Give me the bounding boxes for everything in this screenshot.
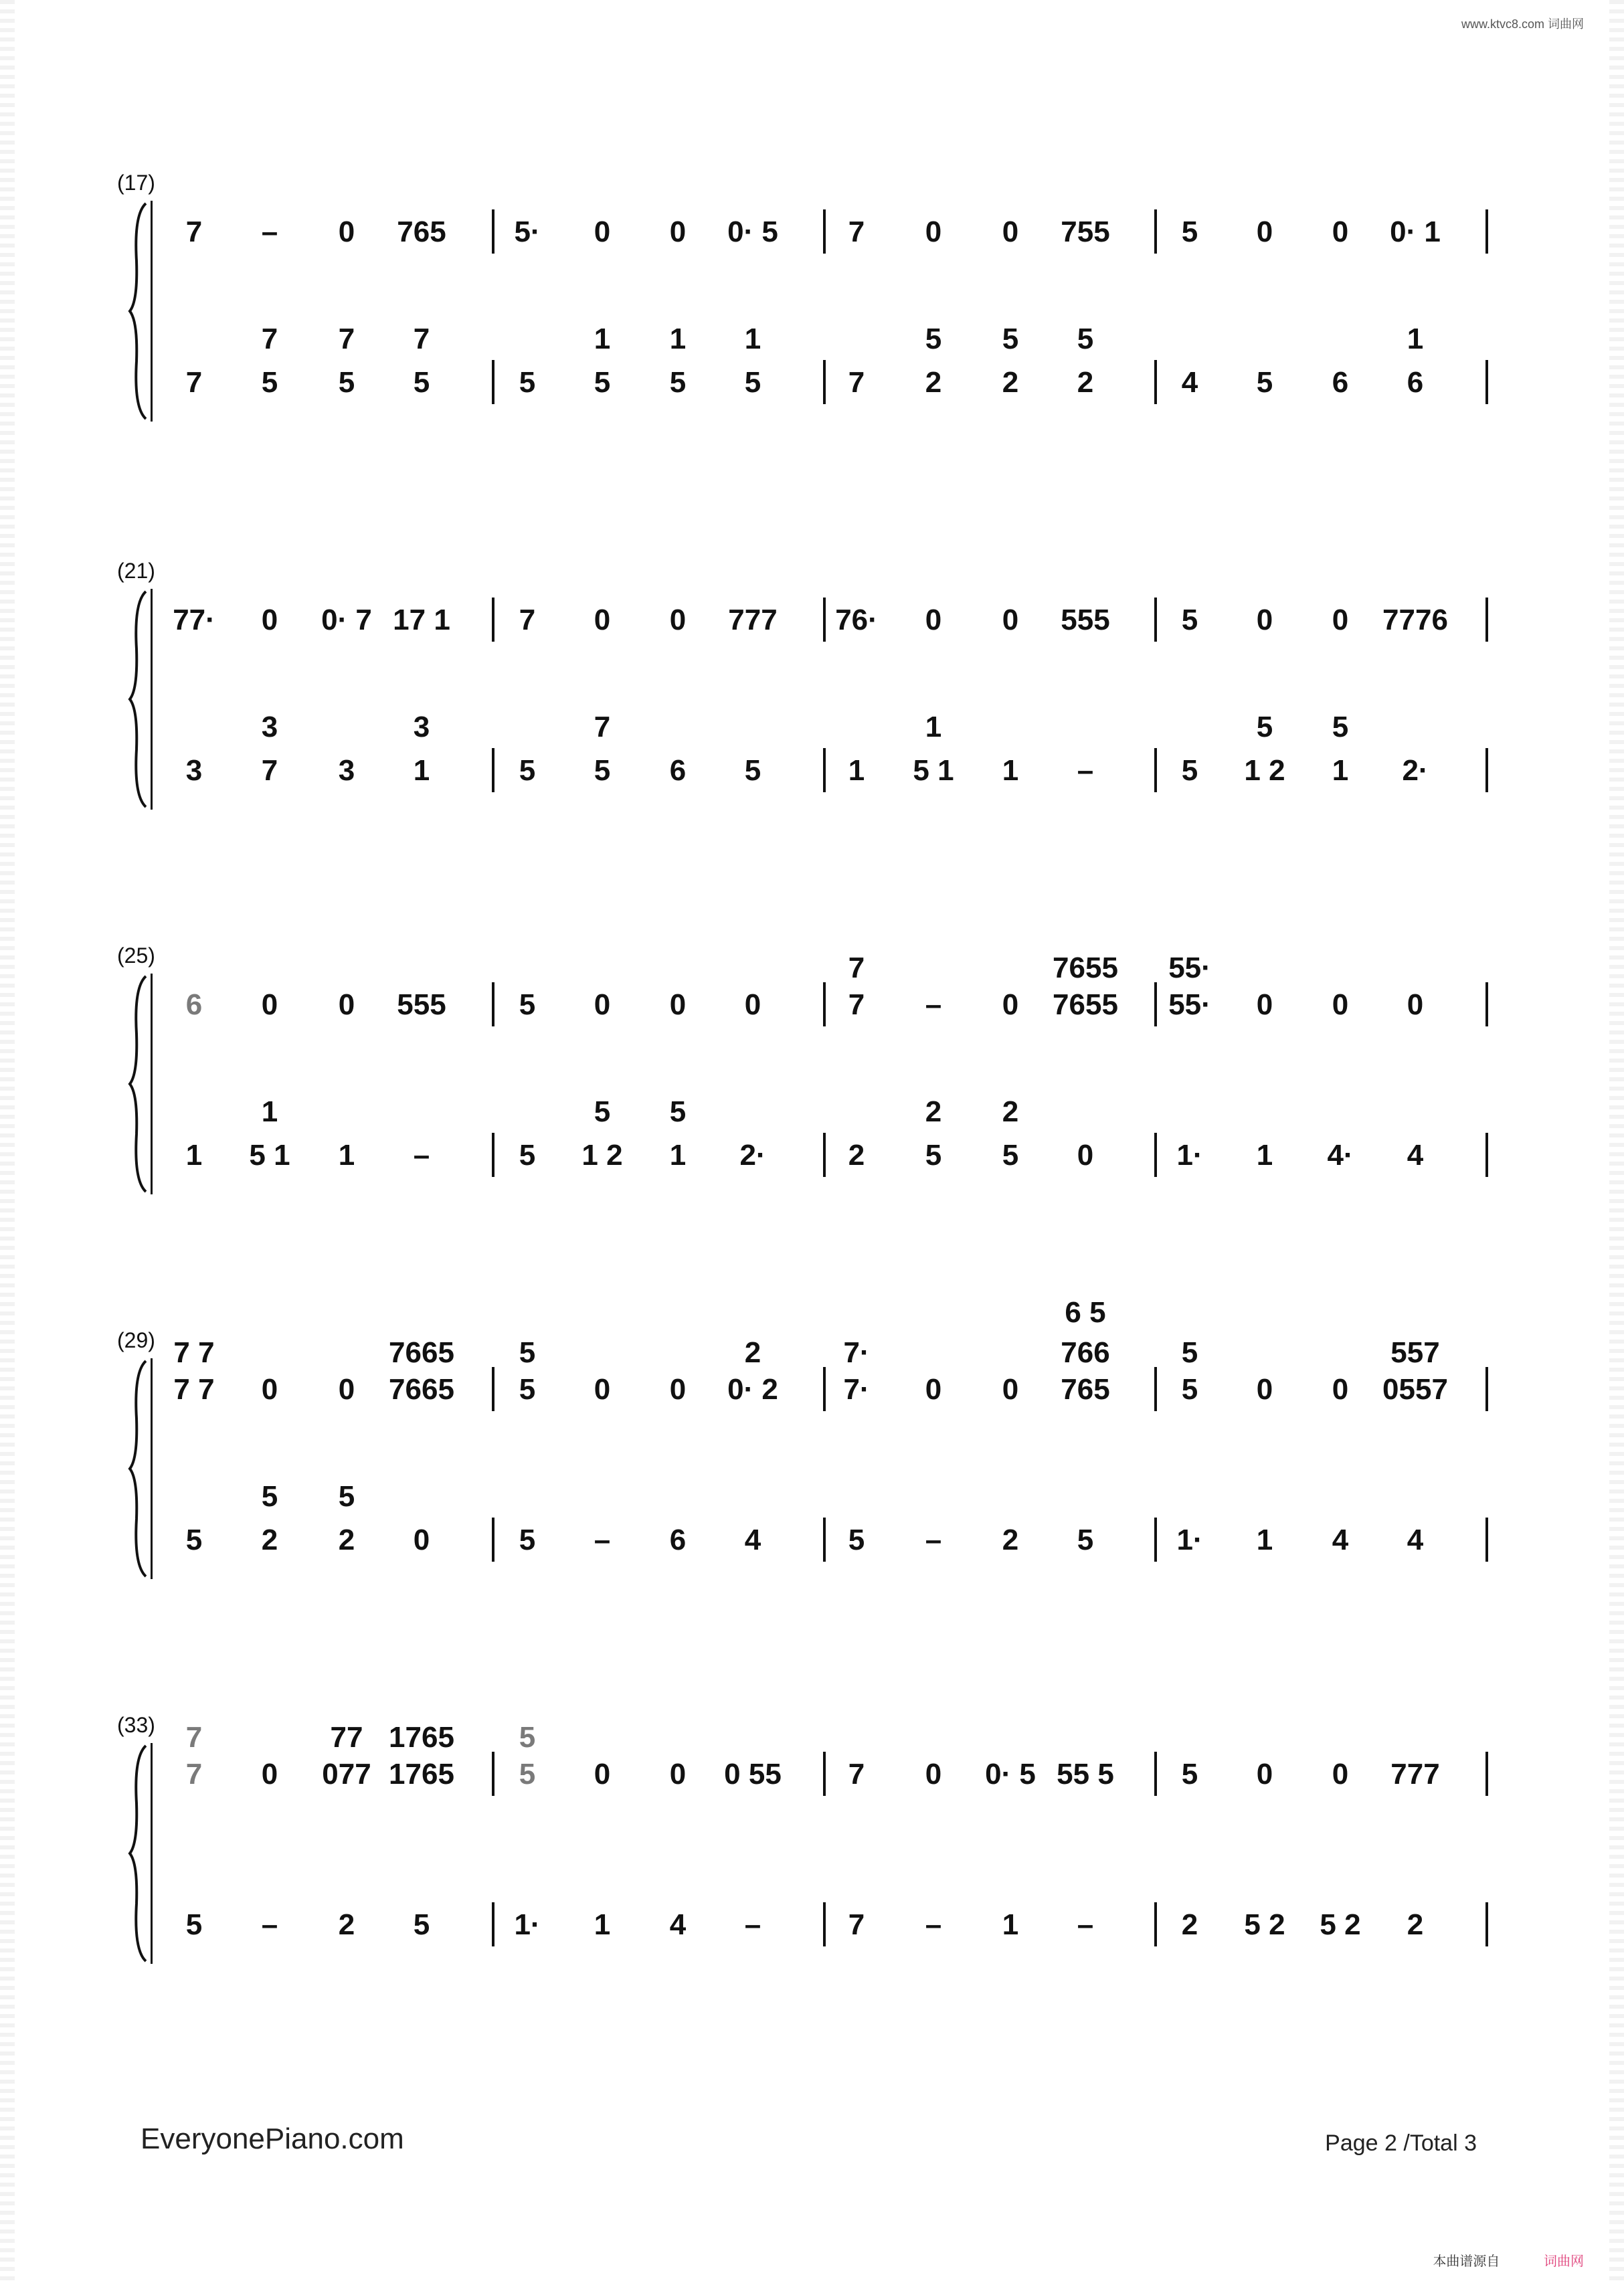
- barline: [1485, 209, 1488, 254]
- bass-note: 1·: [514, 1908, 541, 1941]
- bass-note: 5: [519, 754, 536, 787]
- barline: [823, 209, 826, 254]
- bass-upper-note: 7: [261, 323, 278, 355]
- bass-note: 5: [1256, 366, 1273, 399]
- upper-note: 2: [744, 1336, 761, 1369]
- bass-note: 1: [669, 1139, 687, 1172]
- measure-number: (33): [117, 1713, 155, 1737]
- treble-note: 17 1: [393, 604, 450, 636]
- treble-note: 0: [744, 988, 761, 1021]
- treble-note: 777: [728, 604, 778, 636]
- bass-note: 4: [744, 1524, 761, 1556]
- barline: [1154, 1518, 1157, 1562]
- bass-note: 5: [744, 366, 761, 399]
- treble-note: 0: [1332, 988, 1349, 1021]
- bass-upper-note: 5: [594, 1095, 611, 1128]
- bass-note: 5 2: [1320, 1908, 1361, 1941]
- treble-note: 5: [1181, 1758, 1198, 1791]
- treble-note: 0· 5: [985, 1758, 1036, 1791]
- treble-note: 5: [1181, 1373, 1198, 1406]
- staff-system: [0, 1713, 1624, 1967]
- bass-note: –: [744, 1908, 761, 1941]
- measure-number: (25): [117, 943, 155, 968]
- bass-note: 2: [338, 1908, 355, 1941]
- barline: [1485, 1518, 1488, 1562]
- treble-note: 7665: [389, 1373, 454, 1406]
- treble-note: 0· 5: [727, 215, 778, 248]
- upper-note: 557: [1390, 1336, 1440, 1369]
- bass-note: 5: [519, 1139, 536, 1172]
- footer-credit: [1433, 2250, 1584, 2270]
- bass-note: 5: [1077, 1524, 1094, 1556]
- treble-note: 0: [1002, 1373, 1019, 1406]
- treble-note: 7: [185, 1758, 203, 1791]
- treble-note: 555: [1061, 604, 1110, 636]
- bass-note: 5 2: [1244, 1908, 1285, 1941]
- bass-note: 6: [669, 754, 687, 787]
- barline: [1485, 598, 1488, 642]
- barline: [492, 1752, 494, 1796]
- treble-note: 765: [1061, 1373, 1110, 1406]
- brace-icon: [127, 589, 154, 810]
- bass-note: 2: [1407, 1908, 1424, 1941]
- bass-note: –: [1077, 754, 1094, 787]
- bass-note: 1: [1332, 754, 1349, 787]
- bass-note: 5: [338, 366, 355, 399]
- bass-upper-note: 1: [744, 323, 761, 355]
- brace-icon: [127, 201, 154, 422]
- barline: [492, 598, 494, 642]
- treble-note: 0 55: [724, 1758, 782, 1791]
- bass-note: 1 2: [581, 1139, 623, 1172]
- bass-note: 5: [413, 366, 430, 399]
- bass-note: 1: [1002, 1908, 1019, 1941]
- upper-note: 7 7: [173, 1336, 215, 1369]
- barline: [1485, 1752, 1488, 1796]
- treble-note: 7·: [843, 1373, 870, 1406]
- bass-note: 5 1: [249, 1139, 290, 1172]
- bass-note: 5 1: [913, 754, 954, 787]
- bass-note: 2: [261, 1524, 278, 1556]
- bass-upper-note: 7: [413, 323, 430, 355]
- bass-note: 6: [669, 1524, 687, 1556]
- treble-note: 765: [397, 215, 446, 248]
- treble-note: 0· 7: [321, 604, 372, 636]
- treble-note: 1765: [389, 1758, 454, 1791]
- system-bracket-line: [151, 201, 153, 422]
- brace-icon: [127, 1743, 154, 1964]
- bass-note: –: [261, 1908, 278, 1941]
- barline: [1485, 1367, 1488, 1411]
- treble-note: 0557: [1382, 1373, 1448, 1406]
- bass-upper-note: 5: [1256, 711, 1273, 743]
- treble-note: 0: [338, 215, 355, 248]
- bass-note: 1·: [1176, 1524, 1203, 1556]
- upper-note: 7665: [389, 1336, 454, 1369]
- staff-system: [0, 559, 1624, 813]
- bass-note: 2: [338, 1524, 355, 1556]
- header-site-url: www.ktvc8.com 词曲网: [1461, 17, 1584, 31]
- bass-upper-note: 1: [594, 323, 611, 355]
- barline: [823, 748, 826, 792]
- bass-note: 1: [338, 1139, 355, 1172]
- bass-note: 5: [185, 1524, 203, 1556]
- treble-note: 5: [519, 1373, 536, 1406]
- treble-note: 7: [848, 1758, 865, 1791]
- upper-note: 7: [185, 1721, 203, 1754]
- treble-note: 0: [669, 1758, 687, 1791]
- upper-note: 1765: [389, 1721, 454, 1754]
- barline: [492, 982, 494, 1026]
- bass-upper-note: 1: [925, 711, 942, 743]
- system-bracket-line: [151, 974, 153, 1194]
- upper-note: 7·: [843, 1336, 870, 1369]
- measure-number: (17): [117, 171, 155, 195]
- bass-upper-note: 7: [594, 711, 611, 743]
- bass-note: 7: [848, 1908, 865, 1941]
- bass-upper-note: 1: [261, 1095, 278, 1128]
- bass-note: 2: [925, 366, 942, 399]
- treble-note: 77·: [173, 604, 215, 636]
- treble-note: 0: [669, 604, 687, 636]
- treble-note: 0: [925, 1758, 942, 1791]
- barline: [1485, 1902, 1488, 1946]
- treble-note: 0: [1002, 604, 1019, 636]
- bass-note: 2·: [739, 1139, 766, 1172]
- treble-note: –: [925, 988, 942, 1021]
- bass-note: 1: [413, 754, 430, 787]
- bass-upper-note: 3: [413, 711, 430, 743]
- barline: [1485, 1133, 1488, 1177]
- treble-note: 0: [261, 1373, 278, 1406]
- barline: [1154, 598, 1157, 642]
- treble-note: 777: [1390, 1758, 1440, 1791]
- bass-note: 5: [1002, 1139, 1019, 1172]
- treble-note: 0: [1256, 1758, 1273, 1791]
- treble-note: 0: [1256, 1373, 1273, 1406]
- treble-note: 0: [1332, 1758, 1349, 1791]
- barline: [1485, 982, 1488, 1026]
- barline: [823, 1367, 826, 1411]
- barline: [492, 1133, 494, 1177]
- upper-note: 7655: [1053, 951, 1118, 984]
- treble-note: 0: [669, 1373, 687, 1406]
- brace-icon: [127, 1358, 154, 1579]
- bass-upper-note: 5: [1077, 323, 1094, 355]
- upper-note: 6 5: [1065, 1296, 1106, 1329]
- barline: [823, 1752, 826, 1796]
- bass-note: 6: [1407, 366, 1424, 399]
- treble-note: 0: [1332, 1373, 1349, 1406]
- treble-note: 0: [594, 1758, 611, 1791]
- bass-note: 7: [261, 754, 278, 787]
- system-bracket-line: [151, 1358, 153, 1579]
- bass-note: 3: [338, 754, 355, 787]
- bass-upper-note: 2: [925, 1095, 942, 1128]
- treble-note: 0: [925, 1373, 942, 1406]
- bass-upper-note: 3: [261, 711, 278, 743]
- treble-note: 755: [1061, 215, 1110, 248]
- barline: [492, 360, 494, 404]
- barline: [492, 1518, 494, 1562]
- barline: [1154, 1902, 1157, 1946]
- bass-upper-note: 7: [338, 323, 355, 355]
- bass-note: 5: [413, 1908, 430, 1941]
- system-bracket-line: [151, 1743, 153, 1964]
- treble-note: 0: [261, 604, 278, 636]
- treble-note: 55 5: [1057, 1758, 1114, 1791]
- bass-note: 4: [669, 1908, 687, 1941]
- treble-note: 7776: [1382, 604, 1448, 636]
- bass-note: 2·: [1402, 754, 1429, 787]
- treble-note: 0: [925, 215, 942, 248]
- bass-upper-note: 1: [1407, 323, 1424, 355]
- staff-system: [0, 1296, 1624, 1582]
- bass-note: 5: [925, 1139, 942, 1172]
- treble-note: 0: [594, 988, 611, 1021]
- system-bracket-line: [151, 589, 153, 810]
- treble-note: 0: [1256, 604, 1273, 636]
- treble-note: 0: [669, 988, 687, 1021]
- bass-note: 5: [519, 366, 536, 399]
- bass-upper-note: 5: [1002, 323, 1019, 355]
- treble-note: 5: [519, 988, 536, 1021]
- staff-system: [0, 171, 1624, 425]
- bass-note: 5: [744, 754, 761, 787]
- treble-note: 0: [594, 215, 611, 248]
- bass-note: 4·: [1327, 1139, 1354, 1172]
- bass-note: 4: [1181, 366, 1198, 399]
- footer-credit-brand[interactable]: 词曲网: [1544, 2254, 1584, 2269]
- staff-system: [0, 943, 1624, 1198]
- treble-note: 5·: [514, 215, 541, 248]
- bass-note: 7: [848, 366, 865, 399]
- barline: [823, 1133, 826, 1177]
- upper-note: 766: [1061, 1336, 1110, 1369]
- bass-note: –: [594, 1524, 611, 1556]
- treble-note: 0: [925, 604, 942, 636]
- treble-note: 5: [1181, 215, 1198, 248]
- bass-note: 5: [594, 754, 611, 787]
- upper-note: 77: [330, 1721, 363, 1754]
- treble-note: 0: [1002, 215, 1019, 248]
- bass-note: 6: [1332, 366, 1349, 399]
- upper-note: 5: [519, 1721, 536, 1754]
- bass-note: –: [925, 1524, 942, 1556]
- upper-note: 7: [848, 951, 865, 984]
- barline: [1154, 1367, 1157, 1411]
- upper-note: 55·: [1168, 951, 1211, 984]
- footer-credit-left: 本曲谱源自: [1433, 2254, 1500, 2269]
- bass-note: 5: [594, 366, 611, 399]
- treble-note: 55·: [1168, 988, 1211, 1021]
- bass-note: –: [413, 1139, 430, 1172]
- bass-note: 1: [1256, 1139, 1273, 1172]
- barline: [823, 1902, 826, 1946]
- treble-note: 0: [261, 1758, 278, 1791]
- bass-note: 2: [1181, 1908, 1198, 1941]
- bass-note: 3: [185, 754, 203, 787]
- bass-upper-note: 2: [1002, 1095, 1019, 1128]
- barline: [823, 360, 826, 404]
- treble-note: 0: [1332, 215, 1349, 248]
- bass-note: 7: [185, 366, 203, 399]
- treble-note: 0: [669, 215, 687, 248]
- treble-note: 0: [1002, 988, 1019, 1021]
- footer-site[interactable]: EveryonePiano.com: [141, 2122, 404, 2155]
- treble-note: 0: [1256, 215, 1273, 248]
- upper-note: 5: [519, 1336, 536, 1369]
- bass-upper-note: 5: [925, 323, 942, 355]
- measure-number: (29): [117, 1328, 155, 1352]
- barline: [1154, 360, 1157, 404]
- barline: [1154, 748, 1157, 792]
- barline: [823, 1518, 826, 1562]
- treble-note: 7655: [1053, 988, 1118, 1021]
- bass-note: 1 2: [1244, 754, 1285, 787]
- bass-note: 1: [1256, 1524, 1273, 1556]
- treble-note: 0: [1407, 988, 1424, 1021]
- treble-note: 76·: [835, 604, 878, 636]
- treble-note: 0· 2: [727, 1373, 778, 1406]
- treble-note: 7: [185, 215, 203, 248]
- treble-note: 6: [185, 988, 203, 1021]
- barline: [1485, 360, 1488, 404]
- barline: [492, 1367, 494, 1411]
- barline: [823, 598, 826, 642]
- bass-note: –: [1077, 1908, 1094, 1941]
- barline: [492, 1902, 494, 1946]
- bass-note: 2: [848, 1139, 865, 1172]
- treble-note: –: [261, 215, 278, 248]
- bass-note: 1: [1002, 754, 1019, 787]
- bass-upper-note: 5: [1332, 711, 1349, 743]
- treble-note: 5: [1181, 604, 1198, 636]
- brace-icon: [127, 974, 154, 1194]
- treble-note: 555: [397, 988, 446, 1021]
- barline: [1154, 1133, 1157, 1177]
- treble-note: 0· 1: [1390, 215, 1441, 248]
- barline: [823, 982, 826, 1026]
- barline: [492, 209, 494, 254]
- bass-note: 2: [1002, 1524, 1019, 1556]
- bass-note: 5: [185, 1908, 203, 1941]
- treble-note: 0: [338, 1373, 355, 1406]
- treble-note: 0: [338, 988, 355, 1021]
- footer-page-number: Page 2 /Total 3: [1325, 2130, 1477, 2156]
- bass-note: 2: [1077, 366, 1094, 399]
- bass-note: 5: [669, 366, 687, 399]
- treble-note: 7: [519, 604, 536, 636]
- treble-note: 7: [848, 215, 865, 248]
- treble-note: 0: [1256, 988, 1273, 1021]
- measure-number: (21): [117, 559, 155, 583]
- bass-note: 4: [1332, 1524, 1349, 1556]
- bass-note: 5: [261, 366, 278, 399]
- treble-note: 077: [322, 1758, 371, 1791]
- bass-upper-note: 5: [338, 1480, 355, 1513]
- bass-note: –: [925, 1908, 942, 1941]
- bass-note: 0: [413, 1524, 430, 1556]
- bass-note: 5: [848, 1524, 865, 1556]
- bass-note: 1: [185, 1139, 203, 1172]
- bass-upper-note: 5: [669, 1095, 687, 1128]
- treble-note: 0: [261, 988, 278, 1021]
- bass-upper-note: 5: [261, 1480, 278, 1513]
- treble-note: 7: [848, 988, 865, 1021]
- bass-note: 5: [1181, 754, 1198, 787]
- bass-note: 1·: [1176, 1139, 1203, 1172]
- treble-note: 0: [1332, 604, 1349, 636]
- bass-note: 1: [848, 754, 865, 787]
- bass-upper-note: 1: [669, 323, 687, 355]
- barline: [1154, 209, 1157, 254]
- bass-note: 4: [1407, 1139, 1424, 1172]
- treble-note: 7 7: [173, 1373, 215, 1406]
- bass-note: 4: [1407, 1524, 1424, 1556]
- treble-note: 0: [594, 604, 611, 636]
- bass-note: 0: [1077, 1139, 1094, 1172]
- barline: [1154, 982, 1157, 1026]
- barline: [492, 748, 494, 792]
- upper-note: 5: [1181, 1336, 1198, 1369]
- bass-note: 5: [519, 1524, 536, 1556]
- barline: [1154, 1752, 1157, 1796]
- treble-note: 5: [519, 1758, 536, 1791]
- barline: [1485, 748, 1488, 792]
- bass-note: 1: [594, 1908, 611, 1941]
- treble-note: 0: [594, 1373, 611, 1406]
- bass-note: 2: [1002, 366, 1019, 399]
